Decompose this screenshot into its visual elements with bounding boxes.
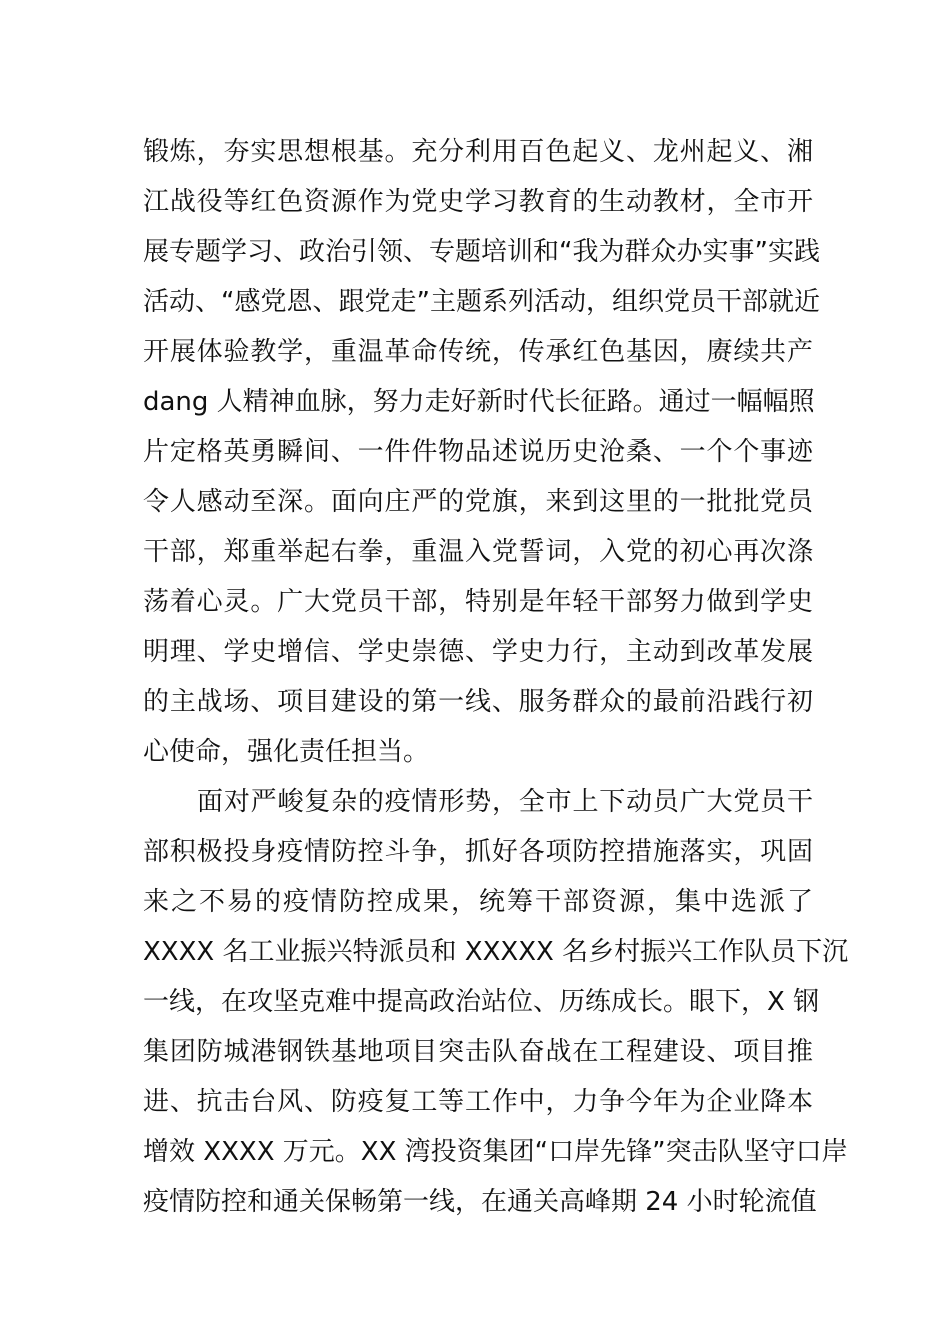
paragraph-line: 进、抗击台风、防疫复工等工作中，力争今年为企业降本 bbox=[143, 1087, 813, 1117]
paragraph-line: 的主战场、项目建设的第一线、服务群众的最前沿践行初 bbox=[143, 687, 813, 717]
paragraph-line: 疫情防控和通关保畅第一线，在通关高峰期 24 小时轮流值 bbox=[143, 1187, 817, 1217]
paragraph-line: 江战役等红色资源作为党史学习教育的生动教材，全市开 bbox=[143, 187, 813, 217]
paragraph-line: 来之不易的疫情防控成果，统筹干部资源，集中选派了 bbox=[143, 887, 813, 917]
paragraph-line: dang 人精神血脉，努力走好新时代长征路。通过一幅幅照 bbox=[143, 387, 815, 417]
paragraph-line: 荡着心灵。广大党员干部，特别是年轻干部努力做到学史 bbox=[143, 587, 813, 617]
paragraph-line: 片定格英勇瞬间、一件件物品述说历史沧桑、一个个事迹 bbox=[143, 437, 813, 467]
paragraph-line: 锻炼，夯实思想根基。充分利用百色起义、龙州起义、湘 bbox=[143, 137, 813, 167]
paragraph-line: 活动、“感党恩、跟党走”主题系列活动，组织党员干部就近 bbox=[143, 287, 820, 317]
paragraph-line: 明理、学史增信、学史崇德、学史力行，主动到改革发展 bbox=[143, 637, 813, 667]
body-text bbox=[143, 127, 849, 1227]
paragraph-line: 面对严峻复杂的疫情形势，全市上下动员广大党员干 bbox=[197, 787, 813, 817]
paragraph-line: 干部，郑重举起右拳，重温入党誓词，入党的初心再次涤 bbox=[143, 537, 813, 567]
paragraph-line: 心使命，强化责任担当。 bbox=[143, 737, 430, 767]
paragraph-1 bbox=[143, 127, 820, 777]
paragraph-line: 部积极投身疫情防控斗争，抓好各项防控措施落实，巩固 bbox=[143, 837, 813, 867]
paragraph-line: 一线，在攻坚克难中提高政治站位、历练成长。眼下，X 钢 bbox=[143, 987, 820, 1017]
paragraph-line: 展专题学习、政治引领、专题培训和“我为群众办实事”实践 bbox=[143, 237, 820, 267]
paragraph-line: XXXX 名工业振兴特派员和 XXXXX 名乡村振兴工作队员下沉 bbox=[143, 937, 849, 967]
paragraph-line: 增效 XXXX 万元。XX 湾投资集团“口岸先锋”突击队坚守口岸 bbox=[143, 1137, 848, 1167]
paragraph-2 bbox=[143, 777, 849, 1227]
paragraph-line: 开展体验教学，重温革命传统，传承红色基因，赓续共产 bbox=[143, 337, 813, 367]
paragraph-line: 集团防城港钢铁基地项目突击队奋战在工程建设、项目推 bbox=[143, 1037, 813, 1067]
paragraph-line: 令人感动至深。面向庄严的党旗，来到这里的一批批党员 bbox=[143, 487, 813, 517]
